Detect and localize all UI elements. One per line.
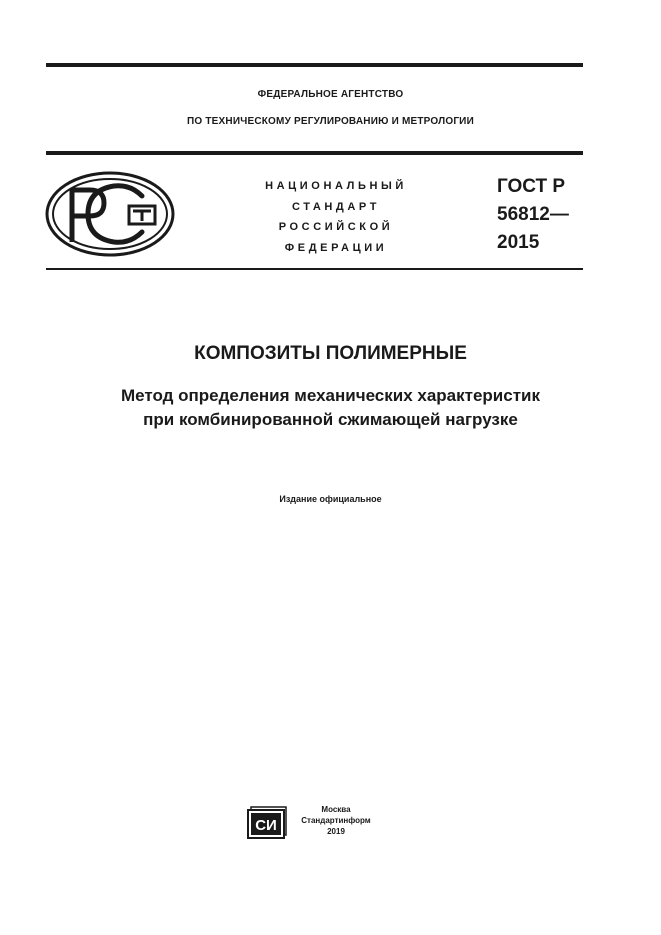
gost-line-3: 2015 — [497, 232, 540, 253]
national-standard-line-3: РОССИЙСКОЙ — [278, 221, 394, 233]
publisher-imprint — [296, 804, 376, 837]
gost-designation — [497, 173, 569, 257]
rst-certification-logo-icon — [44, 170, 176, 258]
document-subtitle — [0, 384, 661, 432]
standartinform-logo-icon — [247, 806, 287, 840]
header-rule — [46, 151, 583, 155]
top-rule — [46, 63, 583, 67]
publisher-name: Стандартинформ — [301, 816, 371, 825]
publication-year: 2019 — [327, 827, 345, 836]
national-standard-line-1: НАЦИОНАЛЬНЫЙ — [265, 180, 407, 192]
gost-line-1: ГОСТ Р — [497, 176, 566, 197]
document-title: КОМПОЗИТЫ ПОЛИМЕРНЫЕ — [194, 343, 467, 364]
subtitle-line-1: Метод определения механических характеристик — [120, 386, 541, 405]
agency-name-line-1: ФЕДЕРАЛЬНОЕ АГЕНТСТВО — [257, 89, 404, 100]
publisher-city: Москва — [321, 805, 351, 814]
standard-bottom-rule — [46, 268, 583, 270]
national-standard-label — [248, 176, 424, 258]
subtitle-line-2: при комбинированной сжимающей нагрузке — [143, 410, 518, 429]
publisher-logo-text: СИ — [255, 817, 277, 834]
edition-label: Издание официальное — [279, 494, 382, 504]
national-standard-line-4: ФЕДЕРАЦИИ — [284, 241, 388, 254]
gost-line-2: 56812— — [497, 204, 569, 225]
agency-name-line-2: ПО ТЕХНИЧЕСКОМУ РЕГУЛИРОВАНИЮ И МЕТРОЛОГИИ — [187, 116, 474, 127]
national-standard-line-2: СТАНДАРТ — [291, 200, 381, 213]
